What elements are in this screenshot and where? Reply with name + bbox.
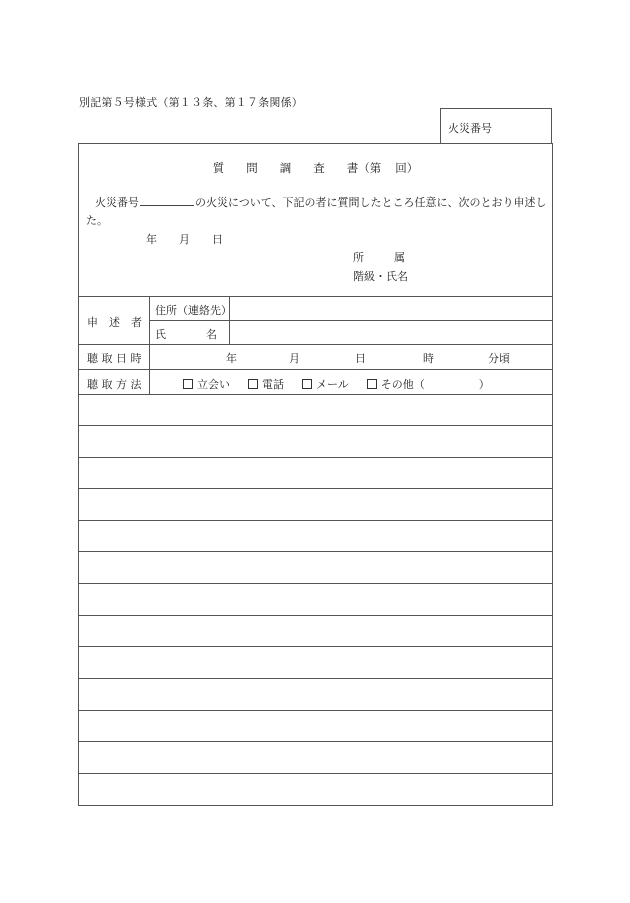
fire-number-blank[interactable] [140,194,194,206]
hearing-day-unit: 日 [355,352,366,365]
ruled-line [79,741,552,742]
name-field[interactable] [230,321,552,343]
name-label: 氏 名 [155,328,217,341]
table-divider [149,296,150,394]
ruled-line [79,425,552,426]
other-close-paren: ） [478,378,490,391]
rank-name-label: 階級・氏名 [353,270,408,283]
hearing-month-unit: 月 [289,352,300,365]
checkbox-icon[interactable] [302,379,312,389]
ruled-line [79,583,552,584]
ruled-line [79,551,552,552]
ruled-line [79,615,552,616]
affiliation-label: 所 属 [353,251,405,264]
option-in-person[interactable]: 立会い [183,376,230,392]
checkbox-icon[interactable] [248,379,258,389]
ruled-line [79,646,552,647]
declarant-label: 申 述 者 [87,316,142,329]
checkbox-icon[interactable] [367,379,377,389]
hearing-year-unit: 年 [226,352,237,365]
hearing-hour-unit: 時 [423,352,434,365]
statement-line: 火災番号 の火災について、下記の者に質問したところ任意に、次のとおり申述し [95,196,547,209]
hearing-datetime-label: 聴 取 日 時 [87,352,142,365]
ruled-line [79,488,552,489]
hearing-minute-unit: 分頃 [488,352,510,365]
ruled-line [79,457,552,458]
option-email[interactable]: メール [302,376,349,392]
ruled-line [79,710,552,711]
hearing-method-options [183,376,490,392]
checkbox-icon[interactable] [183,379,193,389]
fire-number-label: 火災番号 [448,122,492,135]
fire-number-box[interactable] [440,108,552,143]
form-title: 質 問 調 査 書（第 回） [212,161,419,175]
ruled-line [79,773,552,774]
date-line: 年 月 日 [146,233,223,246]
form-number-label: 別記第５号様式（第１３条、第１７条関係） [79,96,303,109]
statement-line-2: た。 [86,214,108,227]
address-label: 住所（連絡先） [155,304,232,317]
ruled-line [79,678,552,679]
ruled-line [79,394,552,395]
address-field[interactable] [230,297,552,319]
option-other[interactable]: その他（ [367,376,425,392]
ruled-line [79,520,552,521]
option-phone[interactable]: 電話 [248,376,284,392]
inquiry-form [78,143,553,806]
hearing-method-label: 聴 取 方 法 [87,378,142,391]
